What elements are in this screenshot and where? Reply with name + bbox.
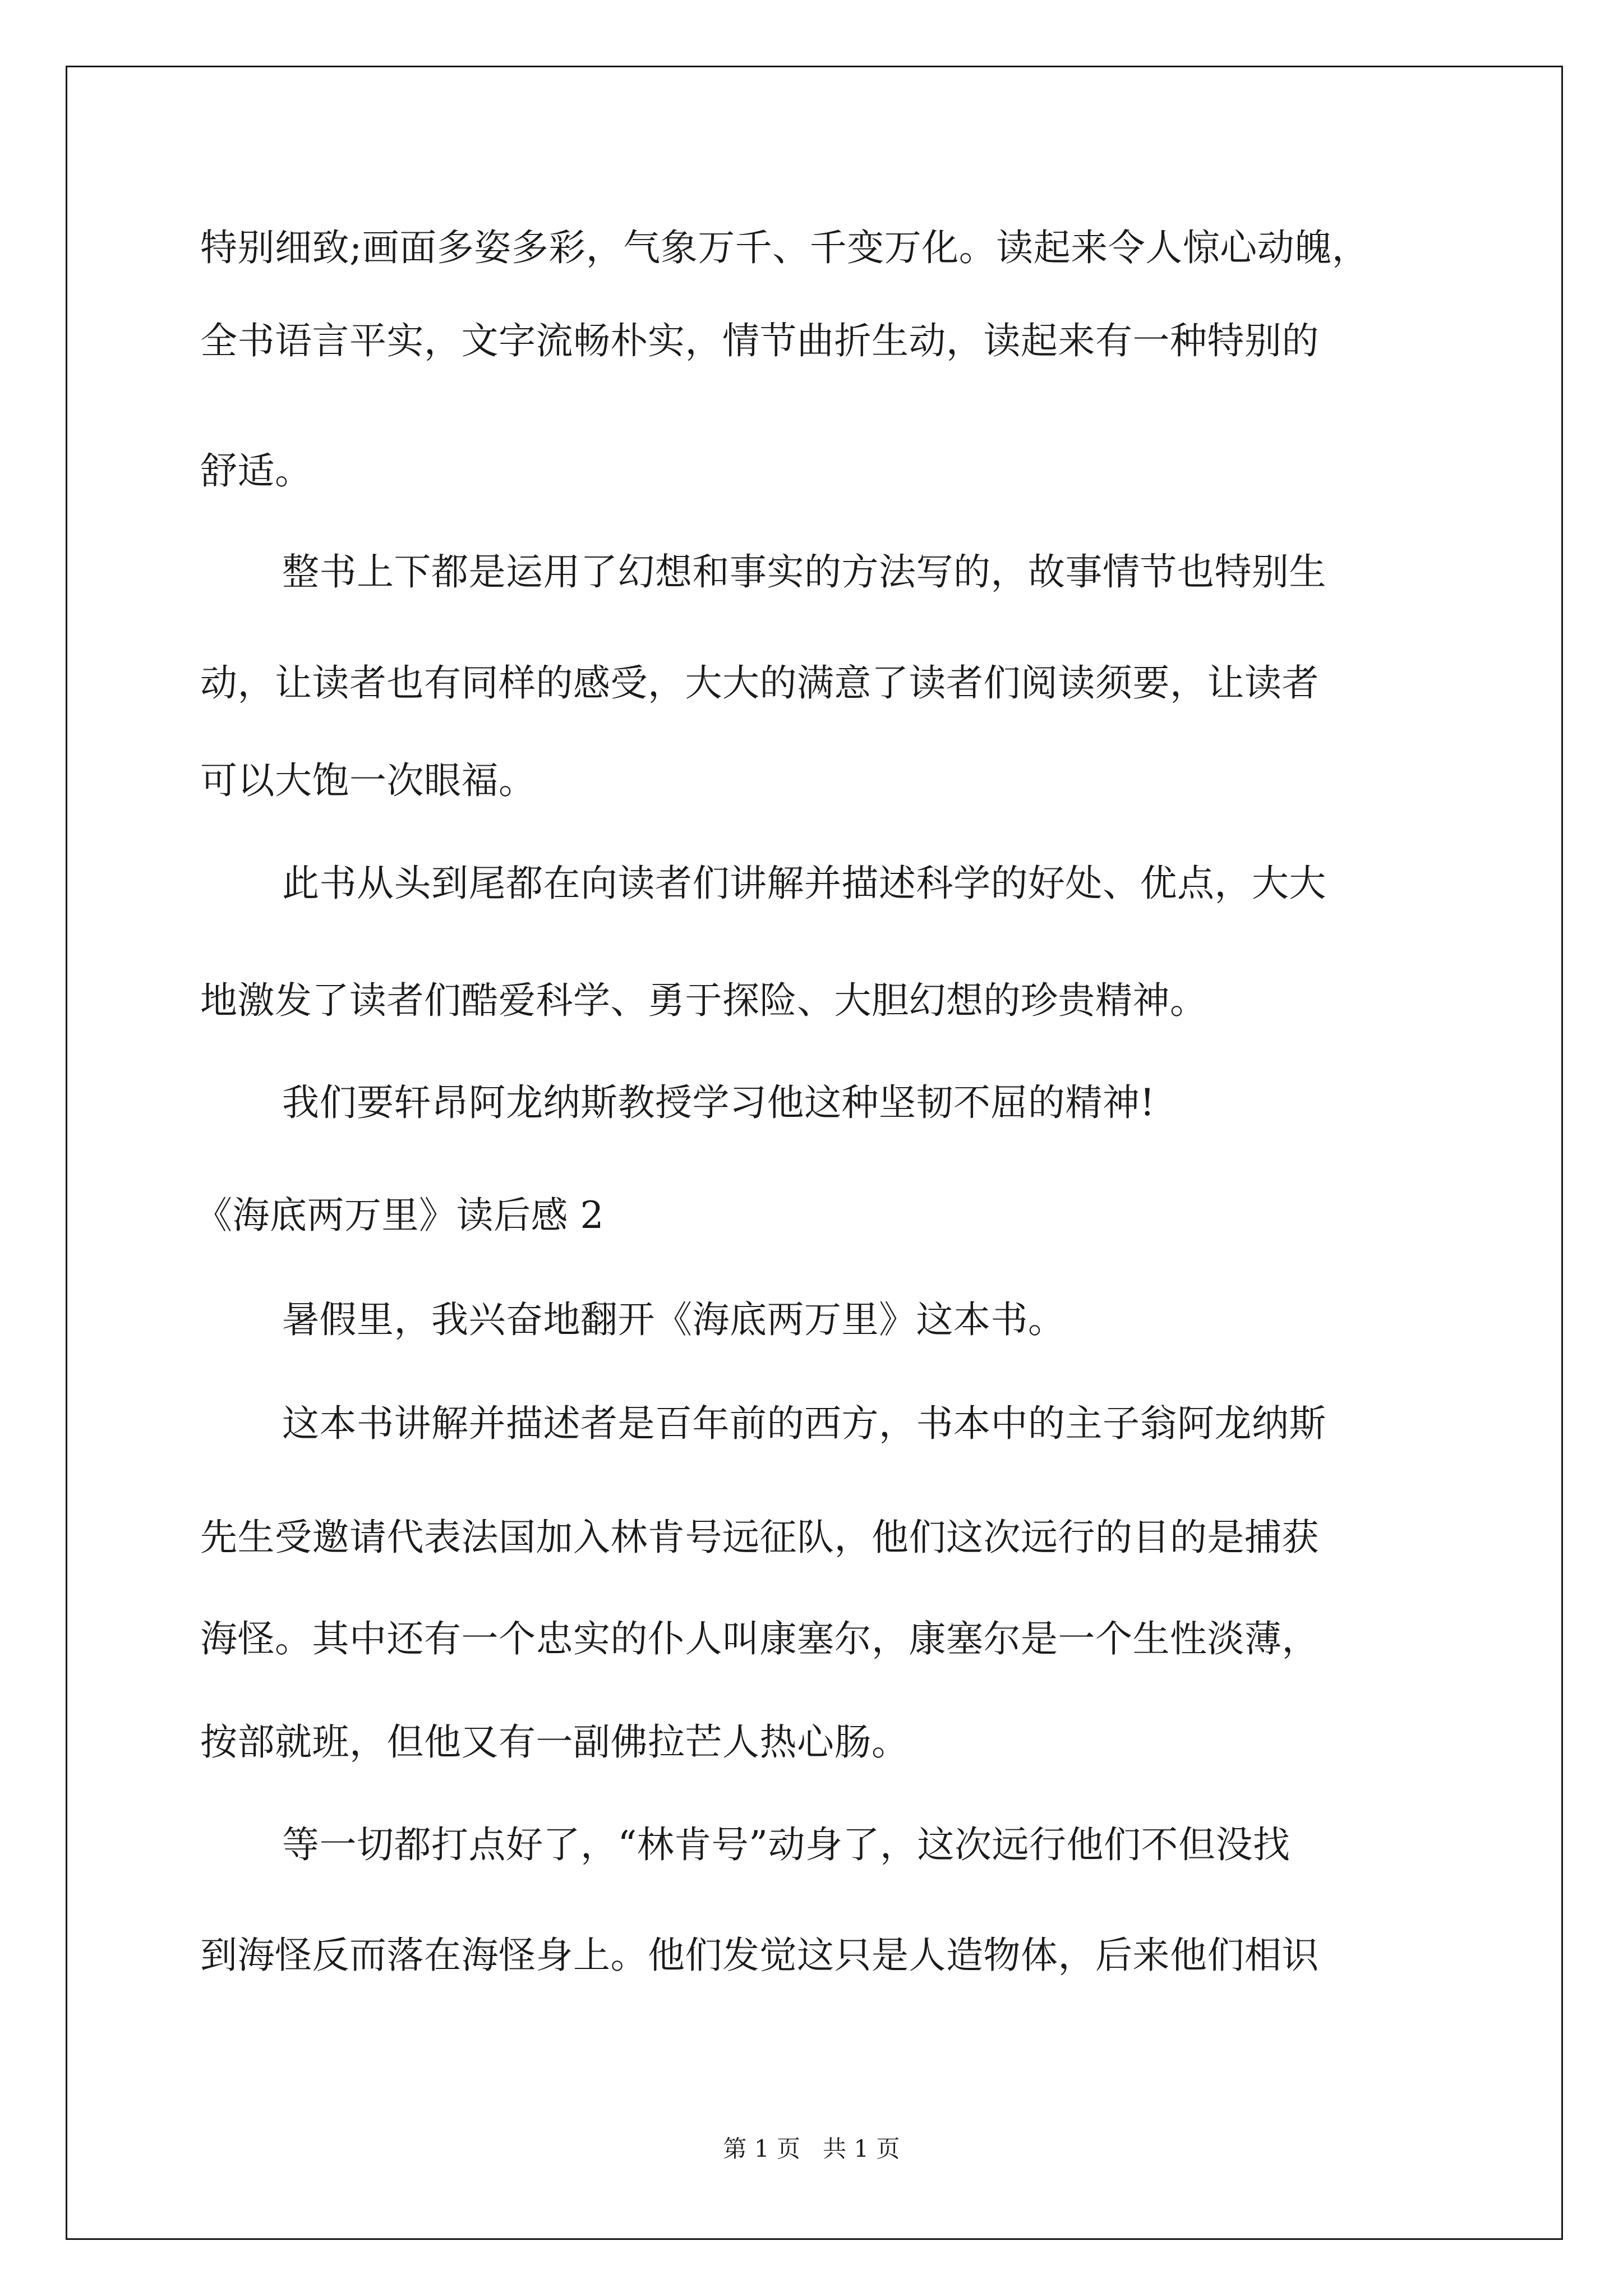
paragraph-start: 这本书讲解并描述者是百年前的西方，书本中的主子翁阿龙纳斯: [282, 1402, 1326, 1445]
paragraph-start: 整书上下都是运用了幻想和事实的方法写的，故事情节也特别生: [282, 550, 1326, 593]
section-heading: 《海底两万里》读后感 2: [195, 1194, 604, 1237]
text-line: 特别细致;画面多姿多彩，气象万千、千变万化。读起来令人惊心动魄，: [200, 226, 1370, 269]
paragraph-start: 暑假里，我兴奋地翻开《海底两万里》这本书。: [282, 1298, 1066, 1341]
text-line: 到海怪反而落在海怪身上。他们发觉这只是人造物体，后来他们相识: [200, 1934, 1319, 1977]
text-line: 可以大饱一次眼福。: [200, 759, 536, 802]
text-line: 全书语言平实，文字流畅朴实，情节曲折生动，读起来有一种特别的: [200, 319, 1319, 362]
page-number: 第 1 页 共 1 页: [723, 2135, 900, 2162]
paragraph-start: 等一切都打点好了，“林肯号”动身了，这次远行他们不但没找: [282, 1823, 1290, 1866]
paragraph-start: 我们要轩昂阿龙纳斯教授学习他这种坚韧不屈的精神!: [282, 1081, 1155, 1124]
text-line: 舒适。: [200, 449, 312, 493]
text-line: 先生受邀请代表法国加入林肯号远征队，他们这次远行的目的是捕获: [200, 1516, 1319, 1559]
page-border: [66, 66, 1563, 2240]
paragraph-start: 此书从头到尾都在向读者们讲解并描述科学的好处、优点，大大: [282, 862, 1326, 905]
text-line: 海怪。其中还有一个忠实的仆人叫康塞尔，康塞尔是一个生性淡薄，: [200, 1617, 1319, 1660]
text-line: 地激发了读者们酷爱科学、勇于探险、大胆幻想的珍贵精神。: [200, 979, 1207, 1022]
text-line: 按部就班，但他又有一副佛拉芒人热心肠。: [200, 1720, 909, 1764]
text-line: 动，让读者也有同样的感受，大大的满意了读者们阅读须要，让读者: [200, 661, 1319, 705]
